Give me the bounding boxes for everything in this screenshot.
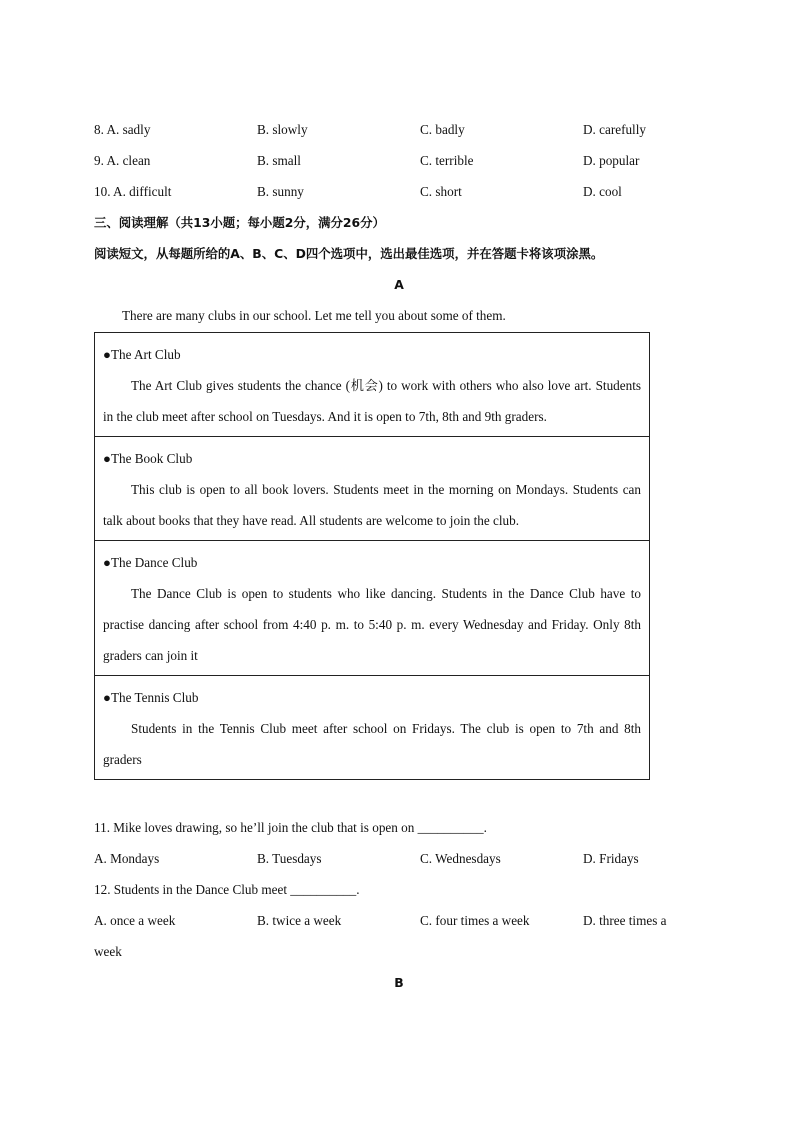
club-title: ●The Art Club xyxy=(103,347,181,362)
option-a: A. once a week xyxy=(94,913,176,928)
option-d: D. popular xyxy=(583,153,640,168)
question-8 xyxy=(94,114,704,145)
question-12-stem: 12. Students in the Dance Club meet __________. xyxy=(94,882,360,897)
option-b: B. sunny xyxy=(257,184,304,199)
option-c: C. terrible xyxy=(420,153,474,168)
club-row-dance xyxy=(95,541,650,676)
section-instruction: 阅读短文，从每题所给的A、B、C、D四个选项中，选出最佳选项，并在答题卡将该项涂黑。 xyxy=(94,246,604,261)
vocab-questions xyxy=(94,114,704,207)
question-12-option-d-continued: week xyxy=(94,944,122,959)
club-cell xyxy=(95,333,650,437)
club-title: ●The Dance Club xyxy=(103,555,198,570)
option-a: 8. A. sadly xyxy=(94,122,151,137)
club-description: Students in the Tennis Club meet after school on Fridays. The club is open to 7th and 8th graders xyxy=(103,721,641,767)
option-a: 10. A. difficult xyxy=(94,184,172,199)
option-c: C. short xyxy=(420,184,462,199)
spacer xyxy=(94,780,704,812)
club-cell xyxy=(95,541,650,676)
question-11-options xyxy=(94,843,704,874)
club-cell xyxy=(95,437,650,541)
clubs-table xyxy=(94,332,650,780)
question-9 xyxy=(94,145,704,176)
club-cell xyxy=(95,676,650,780)
option-b: B. twice a week xyxy=(257,913,342,928)
option-c: C. Wednesdays xyxy=(420,851,501,866)
exam-page xyxy=(94,114,704,998)
option-c: C. badly xyxy=(420,122,465,137)
passage-b-label: B xyxy=(394,975,404,990)
club-description: The Art Club gives students the chance (机会) to work with others who also love art. Students in the club meet after school on Tuesdays. And it is open to 7th, 8th and 9th graders. xyxy=(103,378,641,424)
option-d: D. cool xyxy=(583,184,622,199)
option-d: D. three times a xyxy=(583,913,667,928)
option-a: A. Mondays xyxy=(94,851,160,866)
option-d: D. Fridays xyxy=(583,851,639,866)
option-c: C. four times a week xyxy=(420,913,530,928)
question-10 xyxy=(94,176,704,207)
club-title: ●The Tennis Club xyxy=(103,690,199,705)
passage-a-intro: There are many clubs in our school. Let me tell you about some of them. xyxy=(122,308,506,323)
club-row-tennis xyxy=(95,676,650,780)
club-description: This club is open to all book lovers. Students meet in the morning on Mondays. Students can talk about books that they have read. All students are welcome to join the club. xyxy=(103,482,641,528)
option-b: B. slowly xyxy=(257,122,308,137)
club-row-book xyxy=(95,437,650,541)
question-11-stem: 11. Mike loves drawing, so he’ll join the club that is open on __________. xyxy=(94,820,487,835)
passage-a-label: A xyxy=(394,277,404,292)
option-b: B. small xyxy=(257,153,301,168)
club-title: ●The Book Club xyxy=(103,451,193,466)
option-b: B. Tuesdays xyxy=(257,851,322,866)
section-title: 三、阅读理解（共13小题；每小题2分，满分26分） xyxy=(94,215,385,230)
option-d: D. carefully xyxy=(583,122,646,137)
club-row-art xyxy=(95,333,650,437)
club-description: The Dance Club is open to students who like dancing. Students in the Dance Club have to practise dancing after school from 4:40 p. m. to 5:40 p. m. every Wednesday and Friday. Only 8th graders can join it xyxy=(103,586,641,663)
question-12-options xyxy=(94,905,704,936)
option-a: 9. A. clean xyxy=(94,153,151,168)
